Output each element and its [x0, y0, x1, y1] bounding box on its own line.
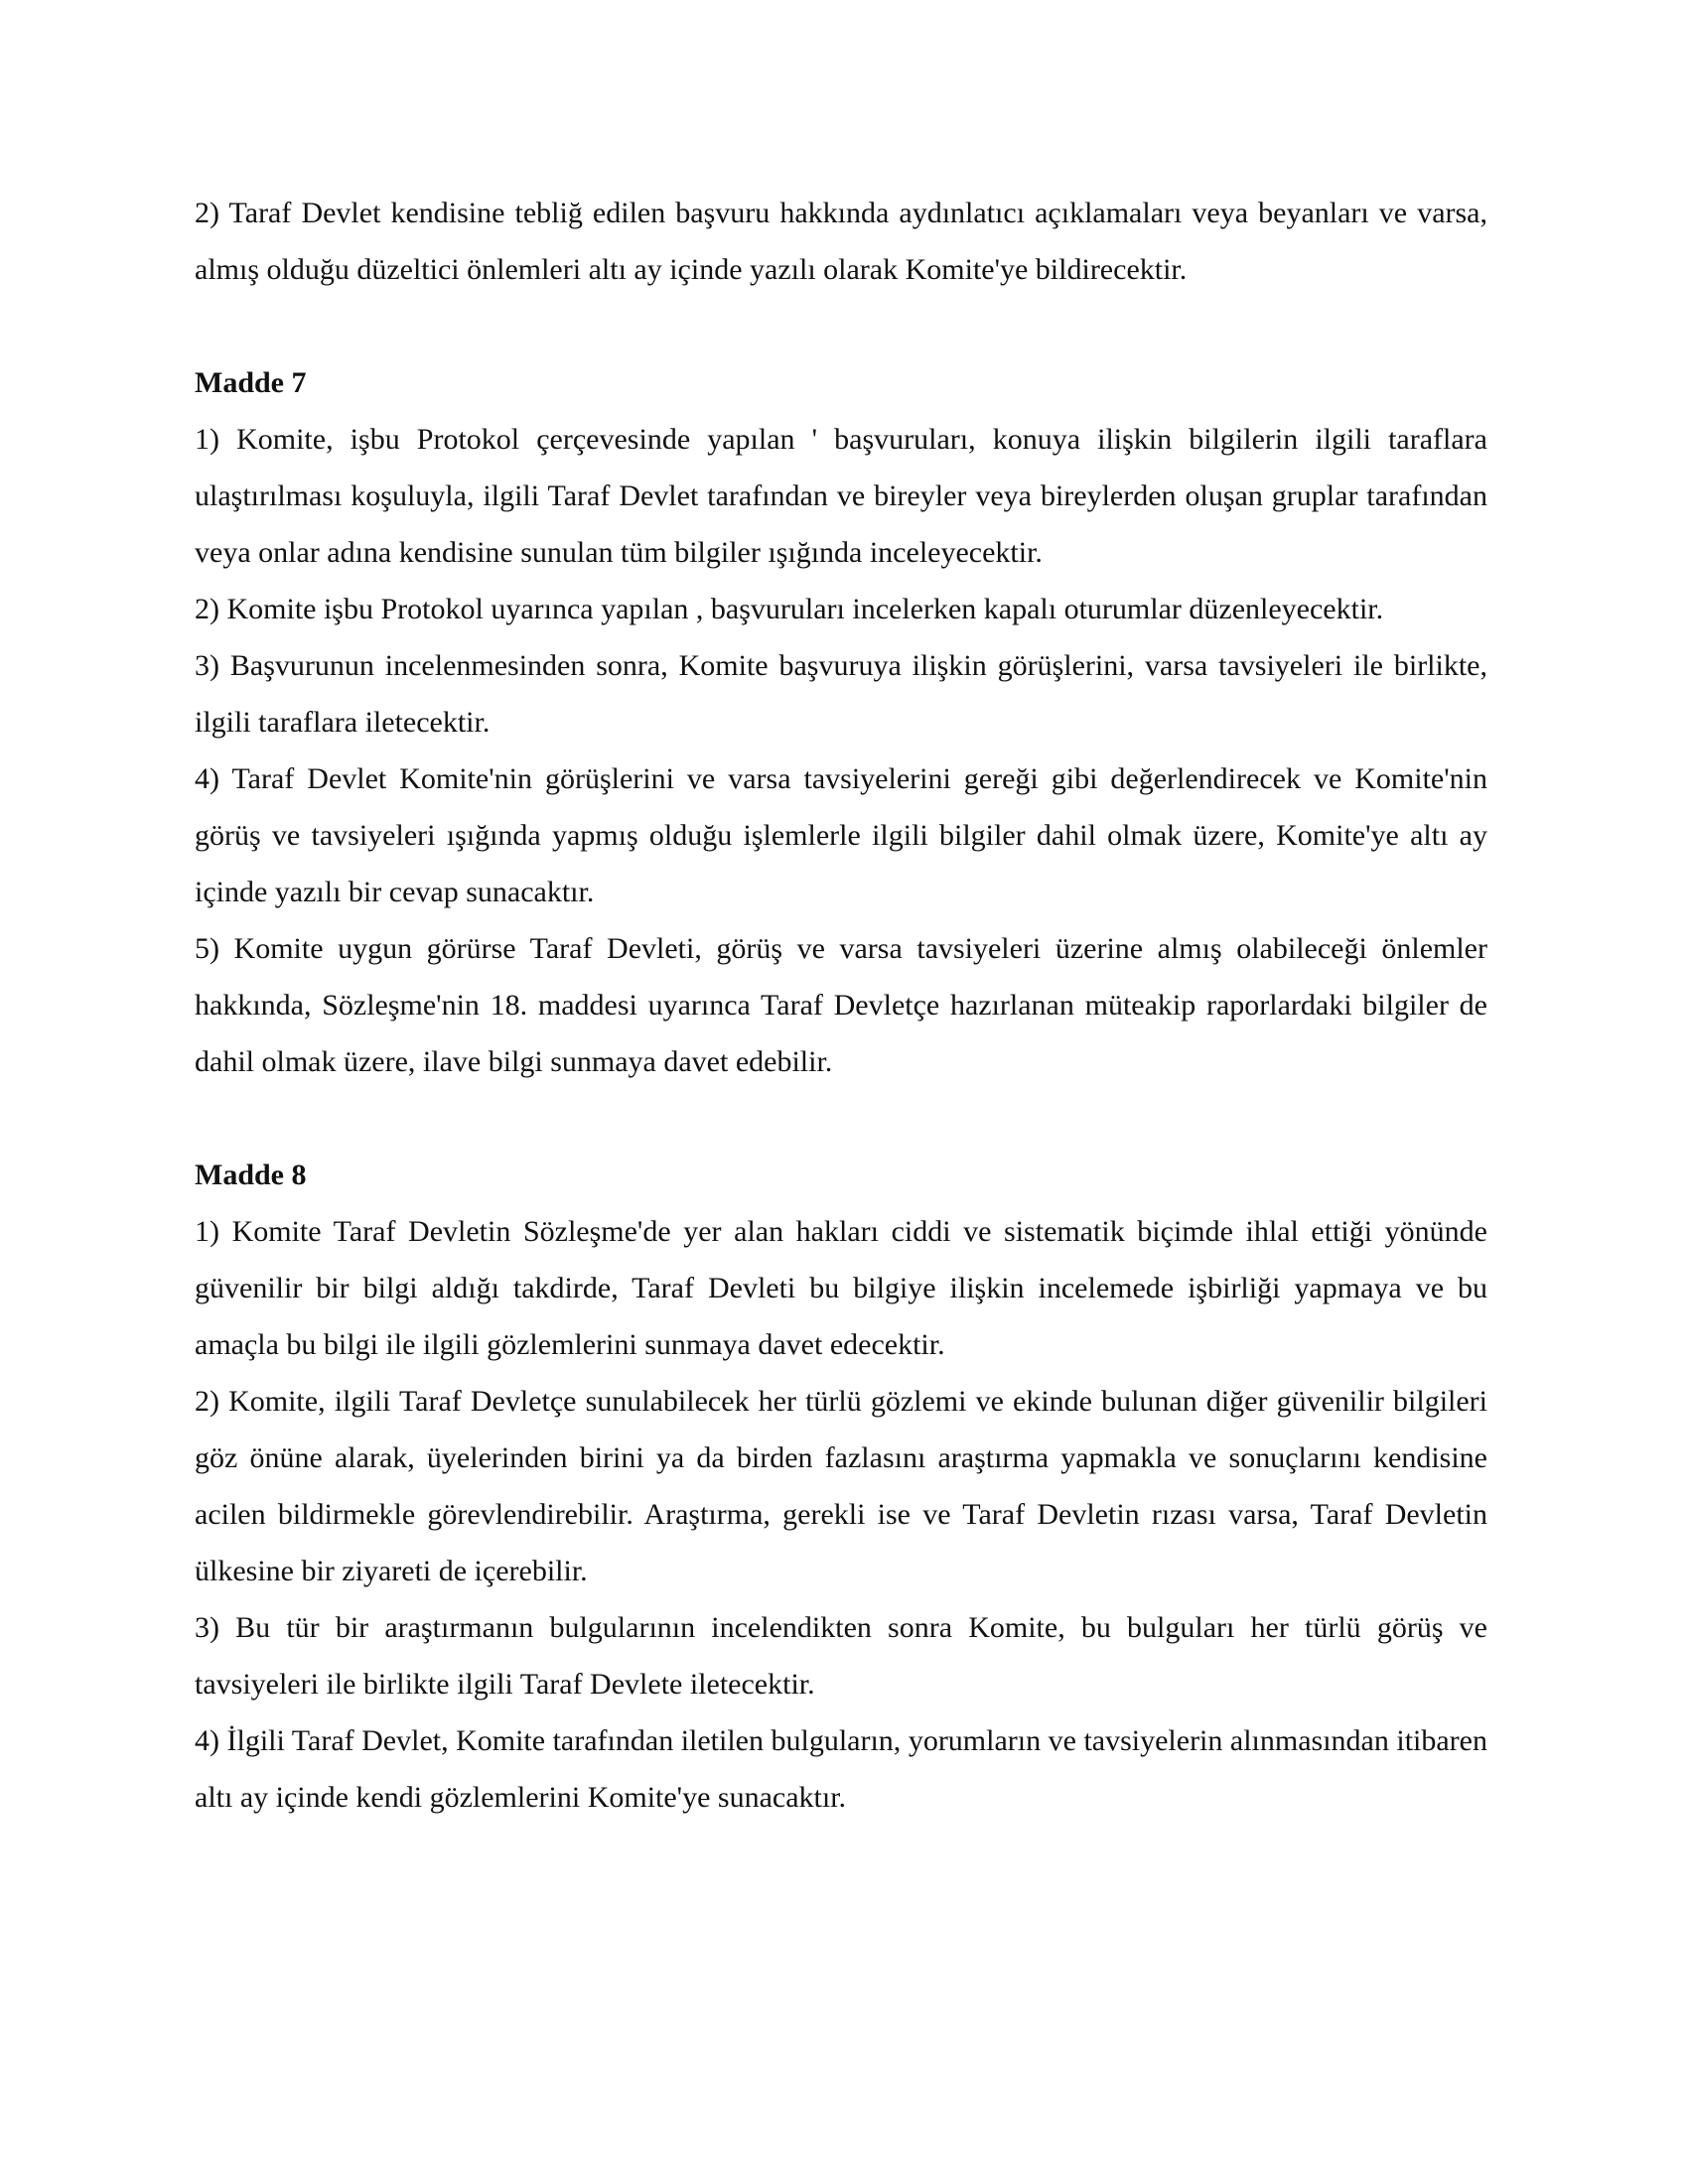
- madde-8-paragraph-2: 2) Komite, ilgili Taraf Devletçe sunulabilecek her türlü gözlemi ve ekinde bulunan diğer güvenilir bilgileri göz önüne alarak, üyelerinden birini ya da birden fazlasını araştırma yapmakla ve sonuçlarını kendisine acilen bildirmekle görevlendirebilir. Araştırma, gerekli ise ve Taraf Devletin rızası varsa, Taraf Devletin ülkesine bir ziyareti de içerebilir.: [195, 1385, 1487, 1587]
- section-gap: [195, 298, 1487, 354]
- intro-paragraph-2: 2) Taraf Devlet kendisine tebliğ edilen başvuru hakkında aydınlatıcı açıklamaları veya beyanları ve varsa, almış olduğu düzeltici önlemleri altı ay içinde yazılı olarak Komite'ye bildirecektir.: [195, 197, 1487, 286]
- madde-7-heading: Madde 7: [195, 366, 307, 399]
- madde-7-paragraph-1: 1) Komite, işbu Protokol çerçevesinde yapılan ' başvuruları, konuya ilişkin bilgilerin ilgili taraflara ulaştırılması koşuluyla, ilgili Taraf Devlet tarafından ve bireyler veya bireylerden oluşan gruplar tarafından veya onlar adına kendisine sunulan tüm bilgiler ışığında inceleyecektir.: [195, 423, 1487, 569]
- madde-7-paragraph-3: 3) Başvurunun incelenmesinden sonra, Komite başvuruya ilişkin görüşlerini, varsa tavsiyeleri ile birlikte, ilgili taraflara iletecektir.: [195, 649, 1487, 739]
- madde-7-paragraph-2: 2) Komite işbu Protokol uyarınca yapılan , başvuruları incelerken kapalı oturumlar düzenleyecektir.: [195, 593, 1384, 625]
- madde-7-paragraph-5: 5) Komite uygun görürse Taraf Devleti, görüş ve varsa tavsiyeleri üzerine almış olabileceği önlemler hakkında, Sözleşme'nin 18. maddesi uyarınca Taraf Devletçe hazırlanan müteakip raporlardaki bilgiler de dahil olmak üzere, ilave bilgi sunmaya davet edebilir.: [195, 932, 1487, 1078]
- madde-8-paragraph-3: 3) Bu tür bir araştırmanın bulgularının incelendikten sonra Komite, bu bulguları her türlü görüş ve tavsiyeleri ile birlikte ilgili Taraf Devlete iletecektir.: [195, 1611, 1487, 1701]
- document-page: [195, 185, 1487, 1826]
- madde-8-section: [195, 1147, 1487, 1826]
- madde-7-paragraph-4: 4) Taraf Devlet Komite'nin görüşlerini ve varsa tavsiyelerini gereği gibi değerlendirecek ve Komite'nin görüş ve tavsiyeleri ışığında yapmış olduğu işlemlerle ilgili bilgiler dahil olmak üzere, Komite'ye altı ay içinde yazılı bir cevap sunacaktır.: [195, 762, 1487, 908]
- madde-7-section: [195, 354, 1487, 1090]
- madde-8-paragraph-1: 1) Komite Taraf Devletin Sözleşme'de yer alan hakları ciddi ve sistematik biçimde ihlal ettiği yönünde güvenilir bir bilgi aldığı takdirde, Taraf Devleti bu bilgiye ilişkin incelemede işbirliği yapmaya ve bu amaçla bu bilgi ile ilgili gözlemlerini sunmaya davet edecektir.: [195, 1215, 1487, 1361]
- madde-8-heading: Madde 8: [195, 1159, 307, 1191]
- section-gap: [195, 1090, 1487, 1147]
- madde-8-paragraph-4: 4) İlgili Taraf Devlet, Komite tarafından iletilen bulguların, yorumların ve tavsiyelerin alınmasından itibaren altı ay içinde kendi gözlemlerini Komite'ye sunacaktır.: [195, 1724, 1487, 1814]
